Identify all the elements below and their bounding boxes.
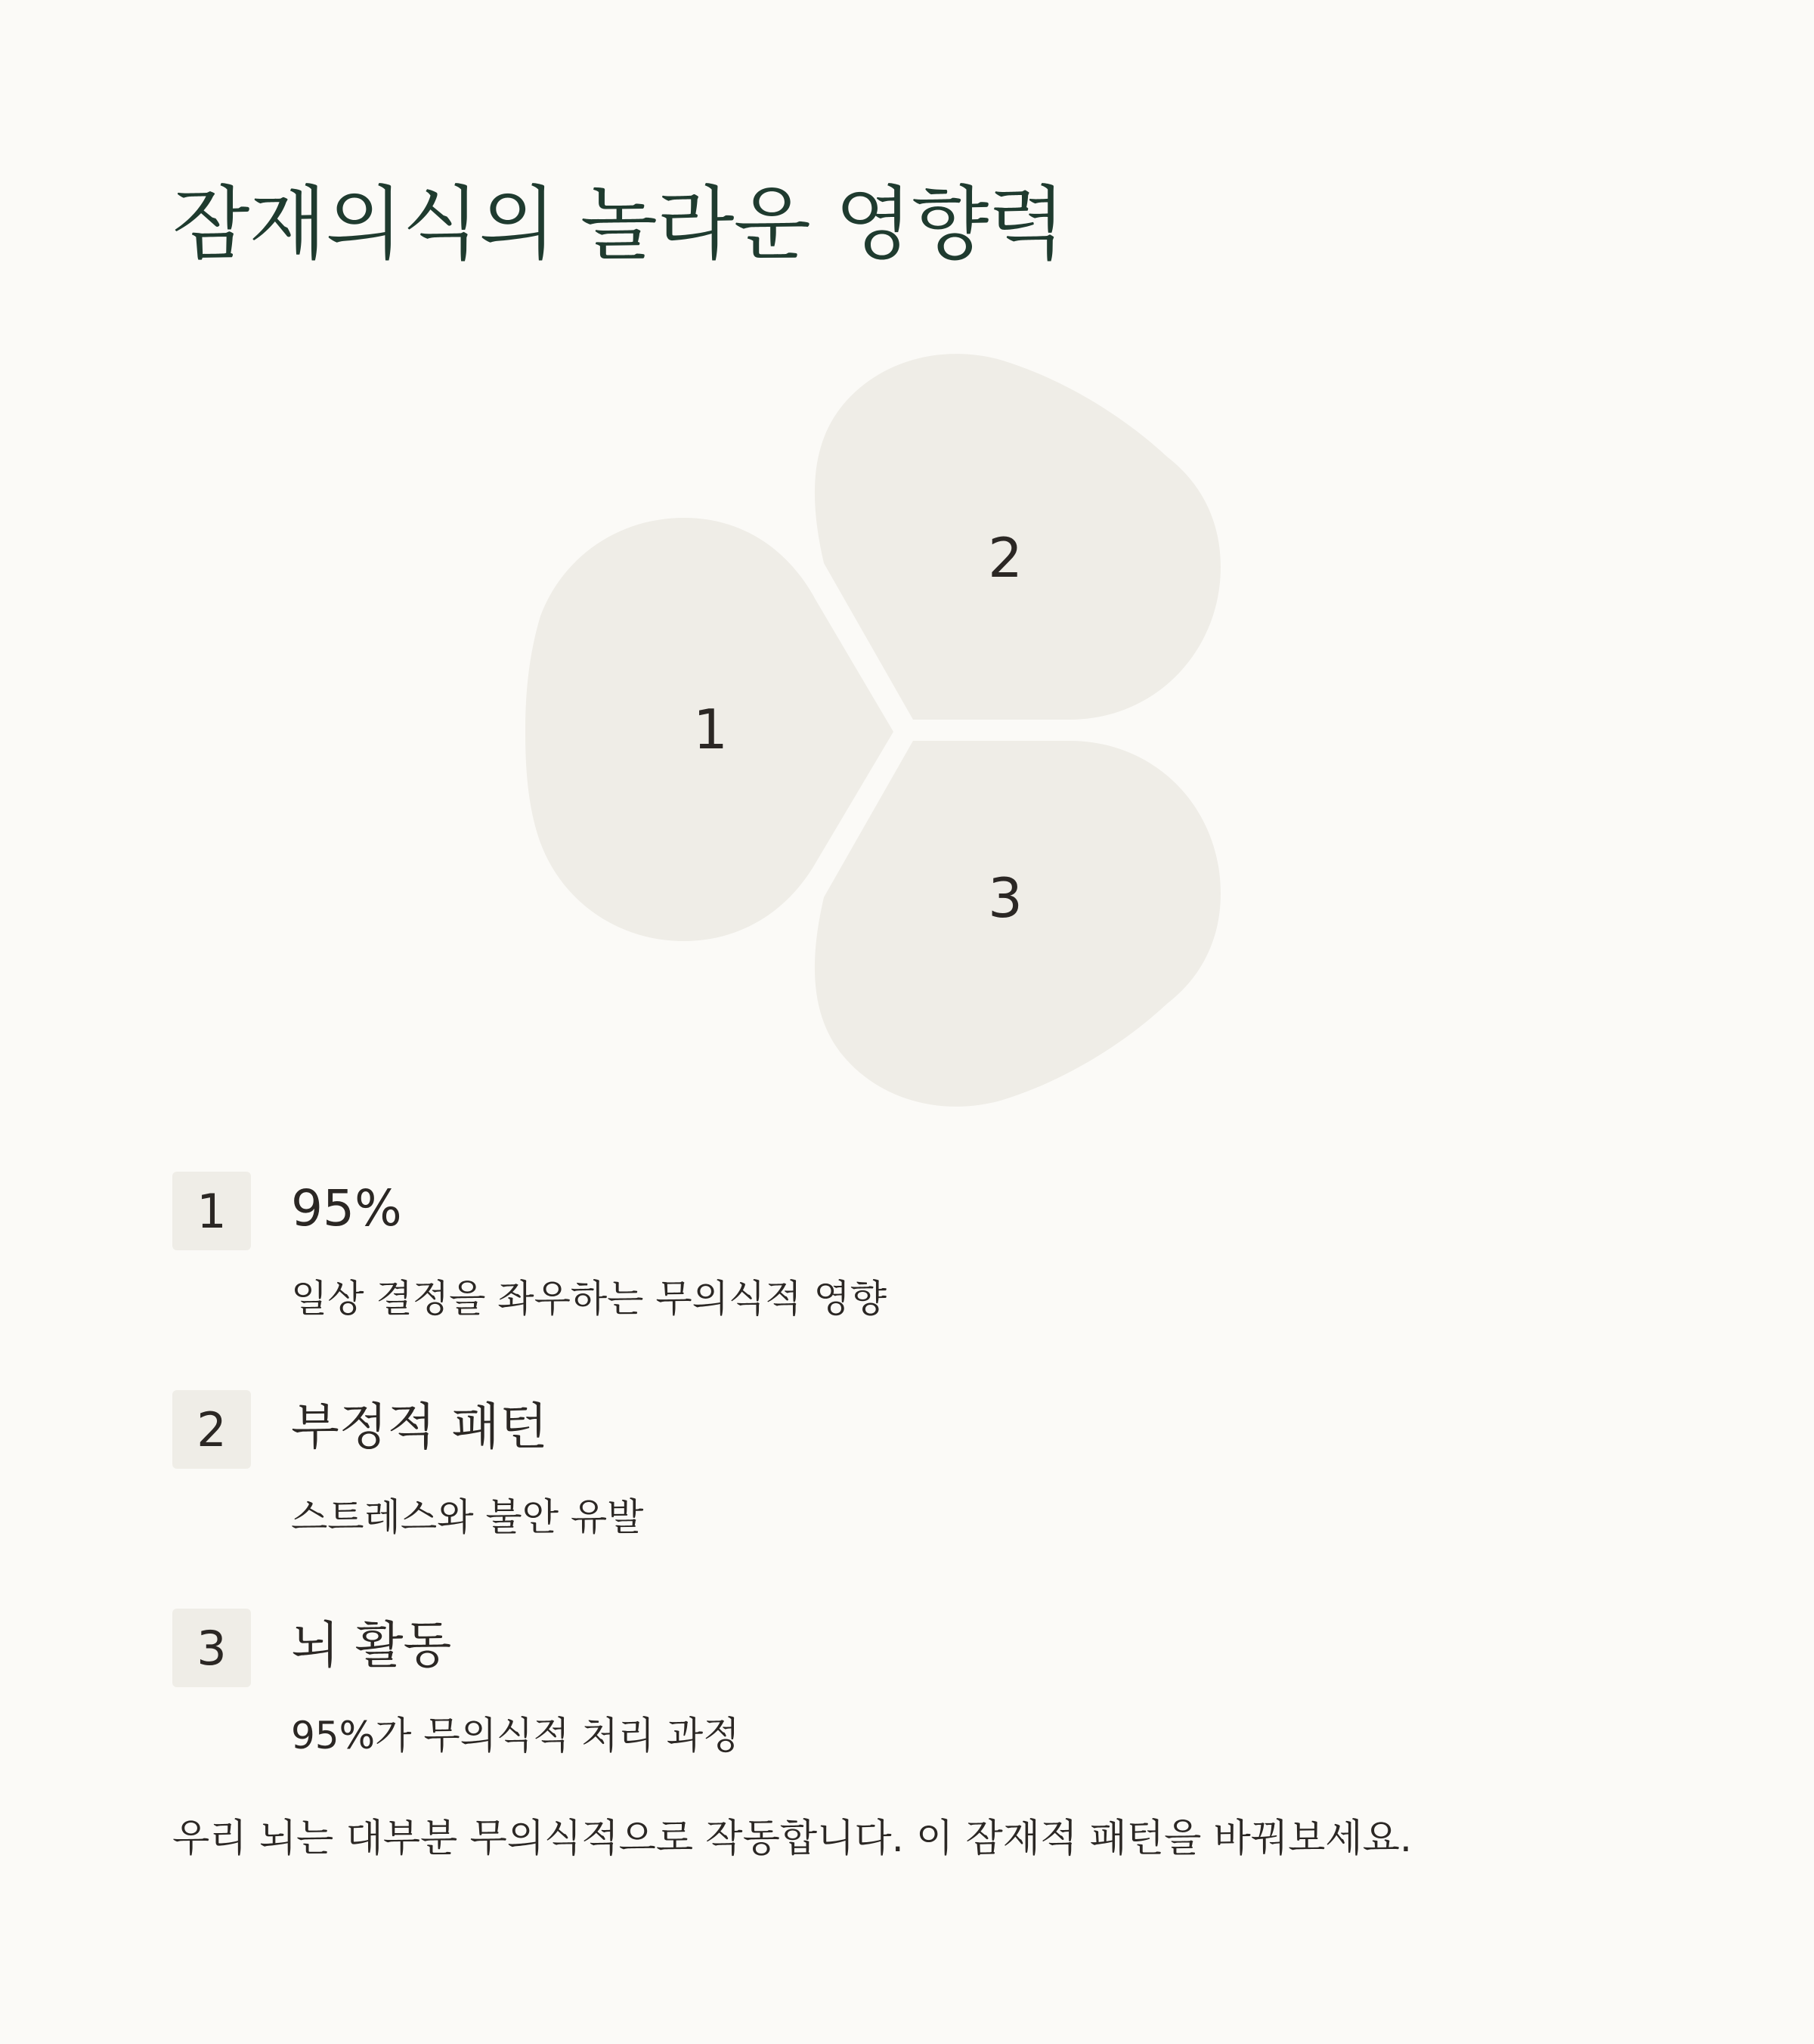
page-title: 잠재의식의 놀라운 영향력 bbox=[172, 178, 1065, 271]
item-number-badge: 1 bbox=[172, 1172, 251, 1250]
list-item bbox=[172, 1390, 1684, 1609]
item-description: 스트레스와 불안 유발 bbox=[291, 1495, 644, 1539]
item-title: 뇌 활동 bbox=[291, 1616, 452, 1674]
petal-2-label: 2 bbox=[988, 526, 1023, 590]
item-title: 부정적 패턴 bbox=[291, 1398, 548, 1456]
petal-3-label: 3 bbox=[988, 866, 1023, 930]
petal-3 bbox=[815, 741, 1221, 1107]
item-description: 95%가 무의식적 처리 과정 bbox=[291, 1714, 740, 1758]
list-item bbox=[172, 1609, 1684, 1827]
petal-2 bbox=[815, 354, 1221, 720]
item-number-badge: 3 bbox=[172, 1609, 251, 1687]
item-number-badge: 2 bbox=[172, 1390, 251, 1469]
item-description: 일상 결정을 좌우하는 무의식적 영향 bbox=[291, 1277, 887, 1321]
petal-1-label: 1 bbox=[693, 698, 728, 761]
stats-list bbox=[172, 1172, 1684, 1827]
item-title: 95% bbox=[291, 1179, 402, 1237]
footer-text: 우리 뇌는 대부분 무의식적으로 작동합니다. 이 잠재적 패턴을 바꿔보세요. bbox=[172, 1816, 1413, 1861]
list-item bbox=[172, 1172, 1684, 1390]
